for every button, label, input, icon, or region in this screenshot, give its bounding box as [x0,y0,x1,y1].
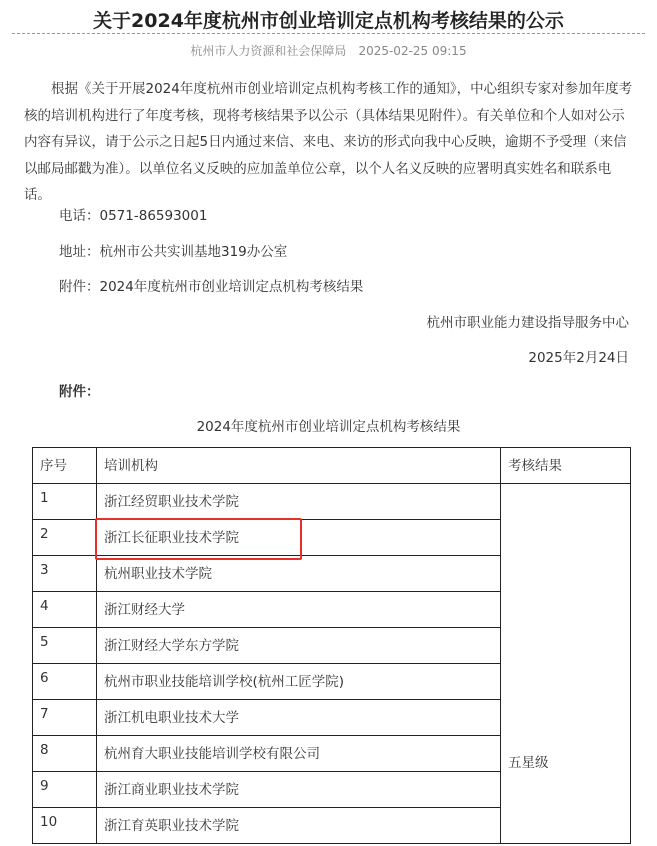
row-number: 1 [33,484,97,520]
row-number: 7 [33,700,97,736]
sign-date: 2025年2月24日 [528,350,629,366]
article-body [24,76,634,209]
header-cell: 培训机构 [97,448,501,484]
institution-name: 浙江长征职业技术学院 [97,520,501,556]
results-table [32,447,631,844]
row-number: 6 [33,664,97,700]
table-header-row [33,448,631,484]
institution-name: 浙江商业职业技术学院 [97,772,501,808]
institution-name: 浙江育英职业技术学院 [97,808,501,844]
result-cell: 五星级 [501,484,631,844]
header-cell: 序号 [33,448,97,484]
institution-name: 杭州市职业技能培训学校(杭州工匠学院) [97,664,501,700]
row-number: 5 [33,628,97,664]
row-number: 3 [33,556,97,592]
page-title: 关于2024年度杭州市创业培训定点机构考核结果的公示 [93,10,564,32]
highlight-box [95,518,302,560]
institution-name: 浙江机电职业技术大学 [97,700,501,736]
address: 地址：杭州市公共实训基地319办公室 [59,244,288,260]
institution-name: 浙江财经大学东方学院 [97,628,501,664]
attachment-label: 附件： [59,384,100,400]
row-number: 8 [33,736,97,772]
institution-name: 浙江财经大学 [97,592,501,628]
institution-name: 浙江经贸职业技术学院 [97,484,501,520]
attachment-line: 附件：2024年度杭州市创业培训定点机构考核结果 [59,279,364,295]
source: 杭州市人力资源和社会保障局 [190,44,347,58]
table-caption: 2024年度杭州市创业培训定点机构考核结果 [196,419,461,435]
article-meta [0,42,657,59]
row-number: 2 [33,520,97,556]
institution-name: 杭州职业技术学院 [97,556,501,592]
phone: 电话：0571-86593001 [59,208,208,224]
row-number: 10 [33,808,97,844]
divider [12,33,645,34]
institution-name: 杭州育大职业技能培训学校有限公司 [97,736,501,772]
signer: 杭州市职业能力建设指导服务中心 [426,315,629,331]
header-cell: 考核结果 [501,448,631,484]
publish-date: 2025-02-25 09:15 [358,44,467,58]
table-row [33,484,631,520]
row-number: 9 [33,772,97,808]
row-number: 4 [33,592,97,628]
main-paragraph: 根据《关于开展2024年度杭州市创业培训定点机构考核工作的通知》，中心组织专家对参加年度考核的培训机构进行了年度考核，现将考核结果予以公示（具体结果见附件）。有关单位和个人如对公示内容有异议，请于公示之日起5日内通过来信、来电、来访的形式向我中心反映，逾期不予受理（来信以邮局邮戳为准）。以单位名义反映的应加盖单位公章，以个人名义反映的应署明真实姓名和联系电话。 [24,81,633,203]
